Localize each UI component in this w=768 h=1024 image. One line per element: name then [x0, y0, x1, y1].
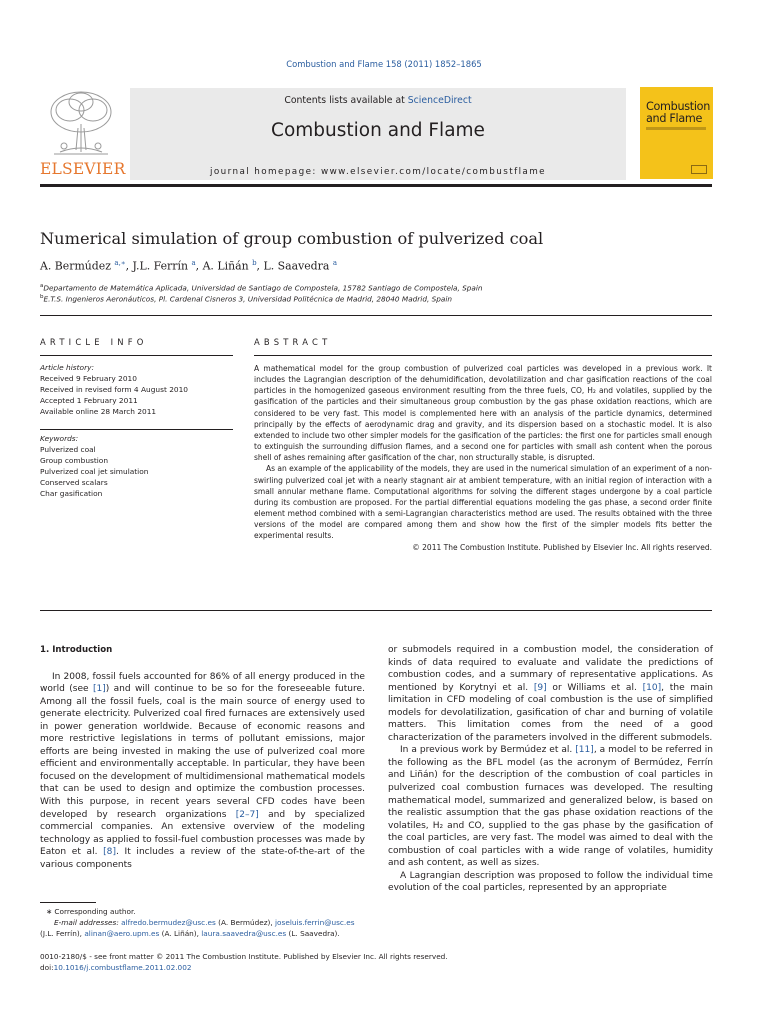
divider — [254, 355, 712, 356]
keyword: Conserved scalars — [40, 478, 108, 487]
footnote-rule — [40, 902, 96, 903]
keyword: Pulverized coal jet simulation — [40, 467, 149, 476]
keywords: Keywords: Pulverized coal Group combustion Pulverized coal jet simulation Conserved scalars Char gasification — [40, 433, 233, 499]
divider — [40, 355, 233, 356]
abstract-body: A mathematical model for the group combustion of pulverized coal particles was developed in a previous work. It includes the Lagrangian description of the dehumidification, devolatilization and char gasification reactions of the coal particles in the homogenized gaseous environment resulting from the three fuels, CO, H₂ and volatiles, supplied by the gasification of the particles and their simultaneous group combustion by the gas phase oxidation reactions, which are considered to be very fast. This model is complemented here with an analysis of the particle dynamics, determined principally by the effects of aerodynamic drag and gravity, and its dispersion based on a stochastic model. It is also extended to include two other simpler models for the gasification of the particles: the first one for particles small enough to extinguish the surrounding diffusion flames, and a second one for particles with small ash content when the porous shell of ashes remaining after gasification of the char, non structurally stable, is disrupted. As an example of the applicability of the models, they are used in the numerical simulation of an experiment of a non-swirling pulverized coal jet with a nearly stagnant air at ambient temperature, with an initial region of interaction with a small annular methane flame. Computational algorithms for solving the different stages undergone by a coal particle during its combustion are proposed. For the partial differential equations modeling the gas phase, a second order finite element method combined with a semi-Lagrangian characteristics method are used. The results obtained with the three versions of the model are compared among them and show how the first of the simpler models fits better the experimental results. © 2011 The Combustion Institute. Published by Elsevier Inc. All rights reserved. — [254, 364, 712, 552]
section-heading: 1. Introduction — [40, 645, 113, 655]
ref-link[interactable]: [9] — [533, 682, 547, 693]
header-rule — [40, 184, 712, 187]
tree-icon — [40, 88, 122, 160]
author-list: A. Bermúdez $^{a,∗}$, J.L. Ferrín $^a$, A. Liñán $^b$, L. Saavedra $^a$ — [40, 259, 338, 273]
journal-homepage: journal homepage: www.elsevier.com/locate/combustflame — [210, 167, 546, 177]
homepage-link[interactable]: www.elsevier.com/locate/combustflame — [320, 167, 546, 177]
email-link[interactable]: joseluis.ferrin@usc.es — [275, 918, 355, 927]
paragraph: In 2008, fossil fuels accounted for 86% of all energy produced in the world (see [1]) and will continue to be so for the foreseeable future. Among all the fossil fuels, coal is the main source of energy used to generate electricity. Pulverized coal fired furnaces are extensively used in power generation worldwide. Because of economic reasons and more restrictive legislations in terms of pollutant emissions, major efforts are being invested in making the use of pulverized coal more efficient and environmentally acceptable. In particular, they have been focused on the development of multidimensional mathematical models that can be used to design and optimize the combustion processes. With this purpose, in recent years several CFD codes have been developed by research organizations [2–7] and by specialized commercial companies. An extensive overview of the modeling technology as applied to fossil-fuel combustion processes was made by Eaton et al. [8]. It includes a review of the state-of-the-art of the various components — [40, 671, 366, 870]
article-info-heading: ARTICLE INFO — [40, 337, 148, 347]
keyword: Group combustion — [40, 456, 109, 465]
journal-name: Combustion and Flame — [271, 120, 485, 141]
sciencedirect-link[interactable]: ScienceDirect — [407, 95, 472, 106]
author[interactable]: A. Bermúdez — [40, 259, 111, 273]
ref-link[interactable]: [11] — [575, 745, 594, 756]
author[interactable]: J.L. Ferrín — [132, 259, 188, 273]
doi-link[interactable]: 10.1016/j.combustflame.2011.02.002 — [53, 963, 192, 972]
journal-citation[interactable]: Combustion and Flame 158 (2011) 1852–1865 — [286, 59, 482, 69]
affiliation-b: $^b$E.T.S. Ingenieros Aeronáuticos, Pl. Cardenal Cisneros 3, Universidad Politécnica de Madrid, 28040 Madrid, Spain — [40, 294, 452, 304]
paragraph: In a previous work by Bermúdez et al. [11], a model to be referred in the following as the BFL model (as the acronym of Bermúdez, Ferrín and Liñán) for the description of the combustion of coal particles in pulverized coal combustion furnaces was developed. The resulting mathematical model, summarized and generalized below, is based on the realistic assumption that the gas phase oxidation reactions of the volatiles, H₂ and CO, supplied to the gas phase by the gasification of the coal particles, are very fast. The model was aimed to deal with the combustion of coal particles with a wide range of volatiles, humidity and ash content, as well as sizes. — [388, 745, 713, 869]
cover-title: Combustion and Flame — [646, 100, 711, 125]
divider — [40, 429, 233, 430]
email-link[interactable]: laura.saavedra@usc.es — [201, 929, 287, 938]
affiliation-a: $^a$Departamento de Matemática Aplicada, Universidad de Santiago de Compostela, 15782 Santiago de Compostela, Spain — [40, 283, 483, 293]
email-link[interactable]: alinan@aero.upm.es — [84, 929, 160, 938]
author[interactable]: A. Liñán — [202, 259, 249, 273]
article-title: Numerical simulation of group combustion of pulverized coal — [40, 229, 544, 248]
paragraph: or submodels required in a combustion model, the consideration of kinds of data required to evaluate and validate the predictions of combustion codes, and a summary of representative applications. As mentioned by Korytnyi et al. [9] or Williams et al. [10], the main limitation in CFD modeling of coal combustion is the use of simplified models for devolatilization, gasification of char and burning of volatile matters. This limitation comes from the need of a good characterization of the parameters involved in the different submodels. — [388, 645, 713, 743]
contents-line: Contents lists available at ScienceDirect — [284, 95, 472, 106]
ref-link[interactable]: [2–7] — [235, 809, 259, 820]
cover-logo-icon — [691, 165, 707, 174]
keyword: Char gasification — [40, 489, 103, 498]
body-left-column — [40, 644, 365, 871]
body-right-column — [388, 644, 713, 895]
elsevier-logo — [40, 88, 126, 180]
keyword: Pulverized coal — [40, 445, 96, 454]
ref-link[interactable]: [8] — [103, 847, 116, 858]
elsevier-wordmark: ELSEVIER — [40, 160, 126, 178]
ref-link[interactable]: [10] — [642, 682, 662, 693]
ref-link[interactable]: [1] — [92, 684, 106, 695]
journal-cover — [640, 87, 713, 179]
abstract-heading: ABSTRACT — [254, 337, 332, 347]
email-link[interactable]: alfredo.bermudez@usc.es — [121, 918, 216, 927]
paragraph: A Lagrangian description was proposed to follow the individual time evolution of the coal particles, represented by an appropriate — [388, 870, 713, 894]
front-matter: 0010-2180/$ - see front matter © 2011 The Combustion Institute. Published by Elsevier Inc. All rights reserved. doi:10.1016/j.combustflame.2011.02.002 — [40, 952, 448, 972]
cover-subtitle-bar — [646, 127, 706, 130]
divider — [40, 315, 712, 316]
footnote: ∗ Corresponding author. E-mail addresses: alfredo.bermudez@usc.es (A. Bermúdez), joseluis.ferrin@usc.es (J.L. Ferrín), alinan@aero.upm.es (A. Liñán), laura.saavedra@usc.es (L. Saavedra). — [40, 907, 355, 938]
author[interactable]: L. Saavedra — [263, 259, 330, 273]
divider — [40, 610, 712, 611]
article-history: Article history: Received 9 February 2010 Received in revised form 4 August 2010 Accepted 1 February 2011 Available online 28 March 2011 — [40, 363, 189, 416]
